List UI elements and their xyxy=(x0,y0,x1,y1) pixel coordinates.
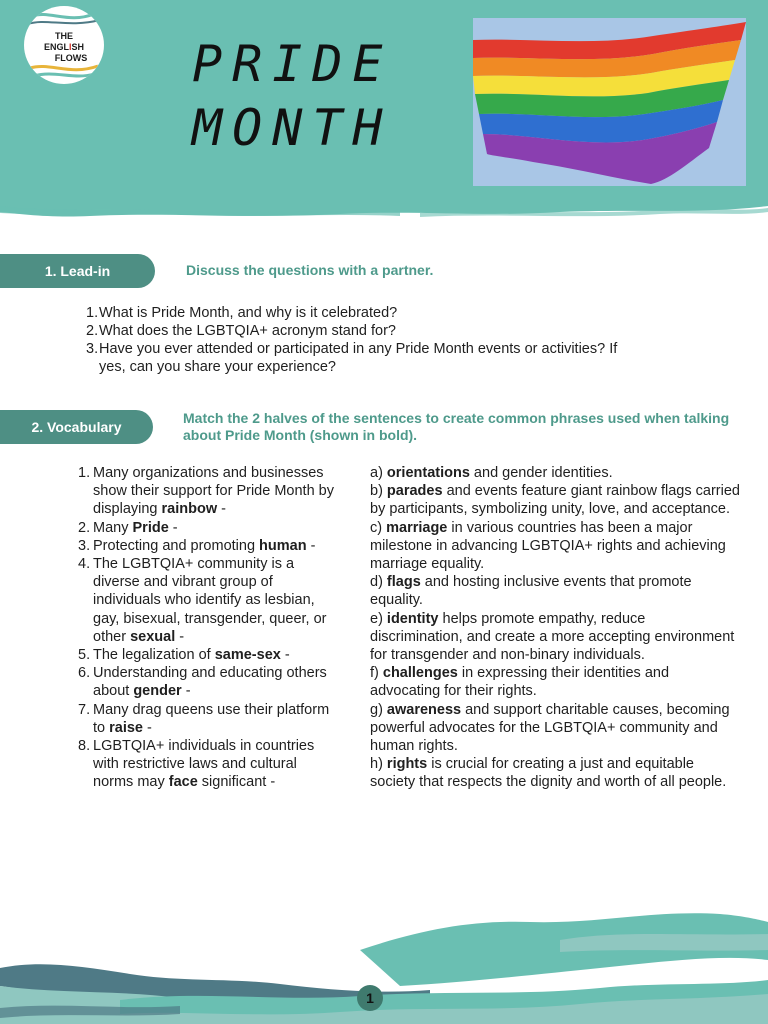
title-line-1: PRIDE xyxy=(192,35,393,93)
list-item: d) flags and hosting inclusive events that promote equality. xyxy=(370,574,692,609)
lead-in-questions xyxy=(86,304,666,376)
english-flows-logo xyxy=(24,6,104,84)
list-item: 8. LGBTQIA+ individuals in countries with restrictive laws and cultural norms may face significant - xyxy=(78,738,315,791)
sentence-endings-list xyxy=(370,464,740,792)
logo-line-1: THE xyxy=(55,31,73,41)
tab-lead-in: 1. Lead-in xyxy=(0,254,155,288)
list-item: 2. What does the LGBTQIA+ acronym stand for? xyxy=(86,323,396,339)
list-item: b) parades and events feature giant rainbow flags carried by participants, symbolizing unity, love, and acceptance. xyxy=(370,483,740,518)
list-item: e) identity helps promote empathy, reduce discrimination, and create a more accepting environment for transgender and non-binary individuals. xyxy=(370,610,735,664)
list-item: f) challenges in expressing their identities and advocating for their rights. xyxy=(370,665,670,700)
list-item: h) rights is crucial for creating a just and equitable society that respects the dignity and worth of all people. xyxy=(370,756,727,791)
list-item: g) awareness and support charitable causes, becoming powerful advocates for the LGBTQIA+ community and human rights. xyxy=(370,701,730,755)
list-item: a) orientations and gender identities. xyxy=(370,465,613,481)
page-number-badge: 1 xyxy=(357,985,383,1011)
list-item: 3. Have you ever attended or participated in any Pride Month events or activities? If yes, can you share your experience? xyxy=(86,341,618,375)
list-item: 3. Protecting and promoting human - xyxy=(78,537,316,554)
title-line-2: MONTH xyxy=(192,99,393,157)
list-item: 4. The LGBTQIA+ community is a diverse and vibrant group of individuals who identify as lesbian, gay, bisexual, transgender, queer, or other sexual - xyxy=(78,556,327,645)
rainbow-flag-image xyxy=(473,18,746,186)
list-item: c) marriage in various countries has been a major milestone in advancing LGBTQIA+ rights and achieving marriage equality. xyxy=(370,519,726,573)
logo-line-2: ENGLISH xyxy=(43,42,85,52)
list-item: 7. Many drag queens use their platform to raise - xyxy=(78,701,330,736)
list-item: 2. Many Pride - xyxy=(78,519,178,536)
logo-line-3: FLOWS xyxy=(54,53,88,63)
vocabulary-instruction: Match the 2 halves of the sentences to create common phrases used when talking about Pride Month (shown in bold). xyxy=(183,410,730,443)
footer-wave-decoration xyxy=(0,890,768,1024)
list-item: 5. The legalization of same-sex - xyxy=(78,647,290,664)
sentence-starts-list xyxy=(78,464,338,792)
page-title xyxy=(192,32,452,160)
list-item: 6. Understanding and educating others about gender - xyxy=(78,665,327,700)
list-item: 1. Many organizations and businesses show their support for Pride Month by displaying rainbow - xyxy=(78,465,334,518)
list-item: 1. What is Pride Month, and why is it celebrated? xyxy=(86,305,398,321)
lead-in-instruction: Discuss the questions with a partner. xyxy=(186,262,434,278)
tab-vocabulary: 2. Vocabulary xyxy=(0,410,153,444)
